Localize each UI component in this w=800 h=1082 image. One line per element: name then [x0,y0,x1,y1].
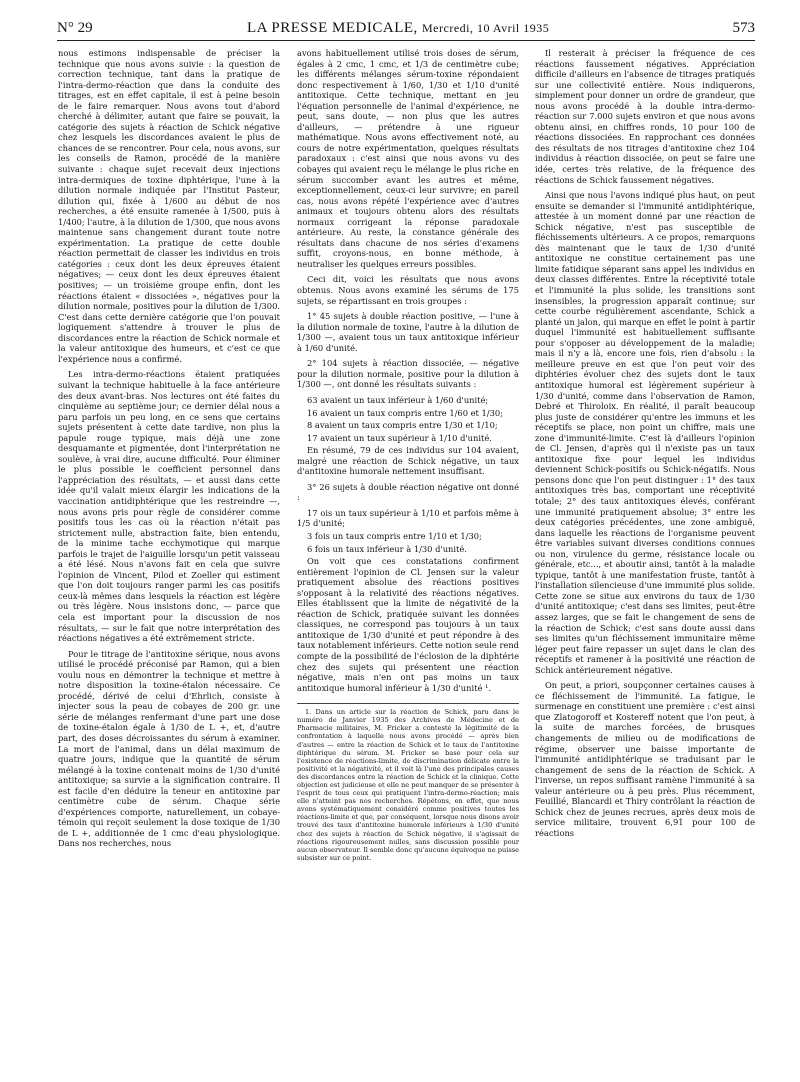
paragraph: Ainsi que nous l'avons indiqué plus haut, on peut ensuite se demander si l'immunité antidiphtérique, attestée à un moment donné par une réaction de Schick négative, n'est pas susceptible de fléchissements ultérieurs. A ce propos, remarquons dès maintenant que le taux de 1/30 d'unité antitoxique ne constitue certainement pas une limite fatidique séparant sans appel les individus en deux classes différentes. Entre la réceptivité totale et l'immunité la plus solide, les transitions sont insensibles, la progression apparaît continue; sur cette courbe régulièrement ascendante, Schick a planté un jalon, qui marque en effet le point à partir duquel l'immunité est habituellement suffisante pour s'opposer au développement de la maladie; mais il n'y a là, encore une fois, rien d'absolu : la meilleure preuve en est que l'on peut voir des diphtéries évoluer chez des sujets dont le taux antitoxique humoral est légèrement supérieur à 1/30 d'unité, comme dans l'observation de Ramon, Debré et Thiroloix. En réalité, il paraît beaucoup plus juste de considérer qu'entre les immuns et les réceptifs se place, non point un chiffre, mais une zone d'immunité-limite. C'est là d'ailleurs l'opinion de Cl. Jensen, d'après qui il n'existe pas un taux antitoxique fixe pour lequel les individus deviennent Schick-positifs ou Schick-négatifs. Nous pensons donc que l'on peut distinguer : 1° des taux antitoxiques très bas, comportant une réceptivité totale; 2° des taux antitoxiques élevés, conférant une immunité pratiquement absolue; 3° entre les deux catégories précédentes, une zone ambiguë, dans laquelle les réactions de l'organisme peuvent être variables suivant diverses conditions connues ou non, virulence du germe, résistance locale ou générale, etc..., et aboutir ainsi, tantôt à la maladie typique, tantôt à une manifestation fruste, tantôt à l'installation silencieuse d'une immunité plus solide. Cette zone se situe aux environs du taux de 1/30 d'unité antitoxique; c'est dans ses limites, peut-être assez larges, que se fait le changement de sens de la réaction de Schick; c'est sans doute aussi dans ses limites qu'un fléchissement immunitaire même léger peut faire repasser un sujet dans le clan des réceptifs et ramener à la positivité une réaction de Schick antérieurement négative. [535,190,755,675]
paragraph: Il resterait à préciser la fréquence de ces réactions faussement négatives. Appréciation difficile d'ailleurs en l'absence de titrages pratiqués sur une collectivité entière. Nous indiquerons, simplement pour donner un ordre de grandeur, que nous avons procédé à la double intra-dermo-réaction sur 7.000 sujets environ et que nous avons obtenu ainsi, en chiffres ronds, 10 pour 100 de réactions dissociées. En rapprochant ces données des résultats de nos titrages d'antitoxine chez 104 individus à réaction dissociée, on peut se faire une idée, certes très relative, de la fréquence des réactions de Schick faussement négatives. [535,48,755,185]
journal-title [247,20,549,37]
paragraph: En résumé, 79 de ces individus sur 104 avaient, malgré une réaction de Schick négative, un taux d'antitoxine humorale nettement insuffisant. [297,445,519,477]
footnote [297,703,519,862]
paragraph: 1° 45 sujets à double réaction positive, — l'une à la dilution normale de toxine, l'autre à la dilution de 1/300 —, avaient tous un taux antitoxique inférieur à 1/60 d'unité. [297,311,519,353]
header-rule [57,40,755,41]
column-1 [58,48,280,1078]
column-2 [297,48,519,1078]
result-line: 63 avaient un taux inférieur à 1/60 d'unité; [307,394,489,405]
paragraph: On peut, a priori, soupçonner certaines causes à ce fléchissement de l'immunité. La fatigue, le surmenage en constituent une première : c'est ainsi que Zlatogoroff et Kostereff notent que l'on peut, à la suite de marches forcées, de brusques changements de milieu ou de modifications de régime, observer une baisse importante de l'immunité antidiphtérique se traduisant par le changement de sens de la réaction de Schick. A l'inverse, un repos suffisant ramène l'immunité à sa valeur antérieure ou à peu près. Plus récemment, Feuillié, Blancardi et Thiry contrôlant la réaction de Schick chez de jeunes recrues, après deux mois de service militaire, trouvent 6,91 pour 100 de réactions [535,680,755,838]
issue-date: Mercredi, 10 Avril 1935 [422,21,550,35]
column-3 [535,48,755,1078]
paragraph: On voit que ces constatations confirment entièrement l'opinion de Cl. Jensen sur la valeur pratiquement absolue des réactions positives s'opposant à la relativité des réactions négatives. Elles établissent que la limite de négativité de la réaction de Schick, pratiquée suivant les données classiques, ne correspond pas toujours à un taux antitoxique de 1/30 d'unité et peut répondre à des taux notablement inférieurs. Cette notion seule rend compte de la possibilité de l'éclosion de la diphtérie chez des sujets qui présentent une réaction négative, mais n'en ont pas moins un taux antitoxique humoral inférieur à 1/30 d'unité ¹. [297,556,519,693]
result-line: 17 ois un taux supérieur à 1/10 et parfois même à 1/5 d'unité; [297,507,519,529]
result-line: 3 fois un taux compris entre 1/10 et 1/30; [307,530,482,541]
paragraph: Les intra-dermo-réactions étaient pratiquées suivant la technique habituelle à la face antérieure des deux avant-bras. Nos lectures ont été faites du cinquième au septième jour; ce dernier délai nous a paru parfois un peu long, en ce sens que certains sujets présentent à cette date tardive, non plus la papule rouge typique, mais déjà une zone desquamante et pigmentée, dont l'interprétation ne soulève, à vrai dire, aucune difficulté. Pour éliminer le plus possible le coefficient personnel dans l'appréciation des résultats, — et aussi dans cette idée qu'il valait mieux élargir les indications de la vaccination antidiphtérique que les restreindre —, nous avons pris pour règle de considérer comme positifs tous les cas où la réaction n'était pas strictement nulle, abstraction faite, bien entendu, de la minime tache ecchymotique qui marque parfois le trajet de l'aiguille lorsqu'un petit vaisseau a été lésé. Nous n'avons fait en cela que suivre l'opinion de Vincent, Pilod et Zoeller qui estiment que l'on doit toujours ranger parmi les cas positifs ceux-là mêmes dans lesquels la réaction est légère ou très légère. Nous insistons donc, — parce que cela est important pour la discussion de nos résultats, — sur le fait que notre interprétation des réactions négatives a été extrêmement stricte. [58,369,280,644]
paragraph: avons habituellement utilisé trois doses de sérum, égales à 2 cmc, 1 cmc, et 1/3 de centimètre cube; les différents mélanges sérum-toxine répondaient donc respectivement à 1/60, 1/30 et 1/10 d'unité antitoxique. Cette technique, mettant en jeu l'équation personnelle de l'animal d'expérience, ne peut, sans doute, — non plus que les autres d'ailleurs, — prétendre à une rigueur mathématique. Nous avons effectivement noté, au cours de notre expérimentation, quelques résultats paradoxaux : c'est ainsi que nous avons vu des cobayes qui avaient reçu le mélange le plus riche en sérum succomber avant les autres et même, exceptionnellement, ceux-ci leur survivre; en pareil cas, nous avons répété l'expérience avec d'autres animaux et toujours obtenu alors des résultats normaux corrigeant la réponse paradoxale antérieure. Au reste, la constance générale des résultats dans chacune de nos séries d'examens suffit, croyons-nous, en bonne méthode, à neutraliser les quelques erreurs possibles. [297,48,519,269]
paragraph: Pour le titrage de l'antitoxine sérique, nous avons utilisé le procédé préconisé par Ramon, qui a bien voulu nous en démontrer la technique et mettre à notre disposition la toxine-étalon nécessaire. Ce procédé, dérivé de celui d'Ehrlich, consiste à injecter sous la peau de cobayes de 200 gr. une série de mélanges renfermant d'une part une dose de toxine-étalon égale à 1/30 de L +, et, d'autre part, des doses décroissantes du sérum à examiner. La mort de l'animal, dans un délai maximum de quatre jours, indique que la quantité de sérum mélangé à la toxine contenait moins de 1/30 d'unité antitoxique; sa survie a la signification contraire. Il est facile d'en déduire la teneur en antitoxine par centimètre cube de sérum. Chaque série d'expériences comporte, naturellement, un cobaye-témoin qui reçoit seulement la dose toxique de 1/30 de L +, additionnée de 1 cmc d'eau physiologique. Dans nos recherches, nous [58,648,280,849]
result-line: 16 avaient un taux compris entre 1/60 et 1/30; [307,407,503,418]
paragraph: 3° 26 sujets à double réaction négative ont donné : [297,481,519,503]
issue-number: N° 29 [57,20,93,36]
paragraph: nous estimons indispensable de préciser la technique que nous avons suivie : la question de correction technique, tant dans la pratique de l'intra-dermo-réaction que dans la conduite des titrages, est en effet capitale, il est à peine besoin de le faire remarquer. Nous avons tout d'abord cherché à délimiter, autant que faire se pouvait, la catégorie des sujets à réaction de Schick négative chez lesquels les discordances avaient le plus de chances de se rencontrer. Pour cela, nous avons, sur les conseils de Ramon, procédé de la manière suivante : chaque sujet recevait deux injections intra-dermiques de toxine diphtérique, l'une à la dilution normale indiquée par l'Institut Pasteur, dilution qui, fixée à 1/600 au début de nos recherches, a été ensuite ramenée à 1/500, puis à 1/400; l'autre, à la dilution de 1/300, que nous avons maintenue sans changement durant toute notre expérimentation. La pratique de cette double réaction permettait de classer les individus en trois catégories : ceux dont les deux épreuves étaient négatives; — ceux dont les deux épreuves étaient positives; — un troisième groupe enfin, dont les réactions étaient « dissociées », négatives pour la dilution normale, positives pour la dilution de 1/300. C'est dans cette dernière catégorie que l'on pouvait logiquement s'attendre à trouver le plus de discordances entre la réaction de Schick normale et la valeur antitoxique des humeurs, et c'est ce que l'expérience nous a confirmé. [58,48,280,364]
result-line: 17 avaient un taux supérieur à 1/10 d'unité. [307,432,492,443]
footnote-text: 1. Dans un article sur la réaction de Schick, paru dans le numéro de Janvier 1935 des Archives de Médecine et de Pharmacie militaires, M. Fricker a contesté la légitimité de la confrontation à laquelle nous avons procédé — après bien d'autres — entre la réaction de Schick et le taux de l'antitoxine diphtérique du sérum. M. Fricker se base pour cela sur l'existence de réactions-limite, de discrimination délicate entre la positivité et la négativité, et il voit là l'une des principales causes des discordances entre la réaction de Schick et la clinique. Cette objection est judicieuse et elle ne peut manquer de se présenter à l'esprit de tous ceux qui pratiquent l'intra-dermo-réaction; mais elle n'atteint pas nos recherches. Répétons, en effet, que nous avons systématiquement considéré comme positives toutes les réactions-limite et que, par conséquent, lorsque nous disons avoir trouvé des taux d'antitoxine humorale inférieurs à 1/30 d'unité chez des sujets à réaction de Schick négative, il s'agissait de réactions rigoureusement nulles, sans discussion possible pour aucun observateur. Il semble donc qu'aucune équivoque ne puisse subsister sur ce point. [297,708,519,862]
result-line: 6 fois un taux inférieur à 1/30 d'unité. [307,543,467,554]
journal-name: LA PRESSE MEDICALE, [247,20,418,36]
page-header [57,16,755,42]
result-line: 8 avaient un taux compris entre 1/30 et 1/10; [307,420,498,431]
page-number: 573 [732,20,755,36]
paragraph: Ceci dit, voici les résultats que nous avons obtenus. Nous avons examiné les sérums de 175 sujets, se répartissant en trois groupes : [297,274,519,306]
paragraph: 2° 104 sujets à réaction dissociée, — négative pour la dilution normale, positive pour la dilution à 1/300 —, ont donné les résultats suivants : [297,358,519,390]
